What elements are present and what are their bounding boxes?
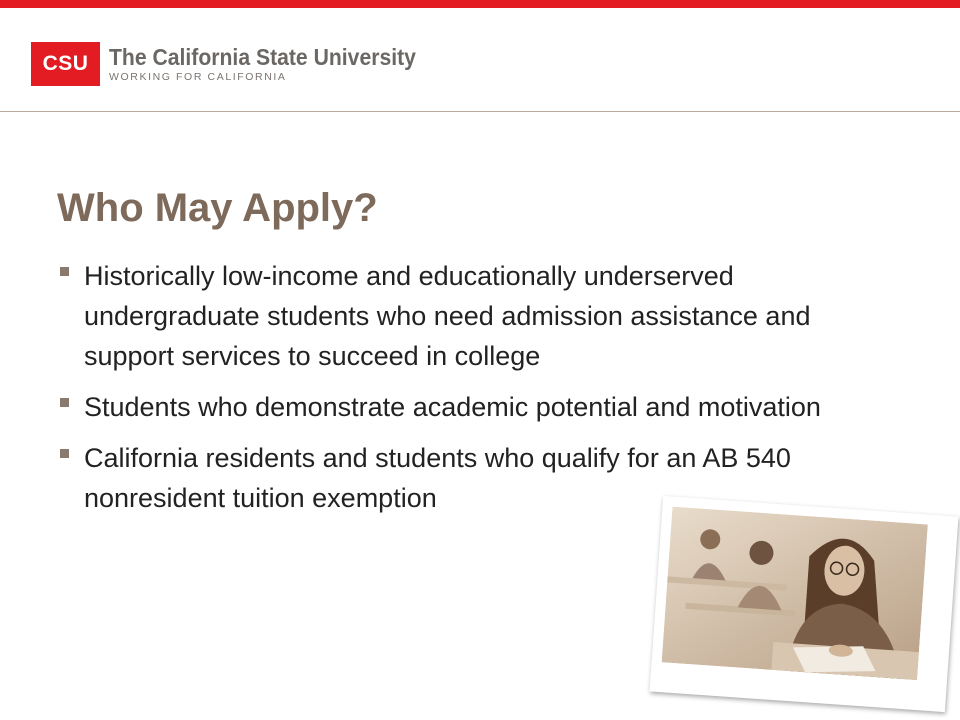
logo-subtitle: WORKING FOR CALIFORNIA: [109, 70, 287, 83]
square-bullet-icon: [60, 267, 69, 276]
square-bullet-icon: [60, 398, 69, 407]
bullet-list: [57, 256, 887, 529]
slide-title: Who May Apply?: [57, 186, 378, 230]
bullet-text: California residents and students who qualify for an AB 540 nonresident tuition exemption: [84, 443, 791, 513]
csu-logo: [31, 41, 443, 87]
top-accent-bar: [0, 0, 960, 8]
csu-logo-mark: CSU: [31, 42, 100, 86]
csu-logo-wordmark: [109, 45, 443, 84]
logo-title: The California State University: [109, 43, 416, 70]
bullet-item: [57, 256, 887, 376]
header-divider: [0, 111, 960, 112]
square-bullet-icon: [60, 449, 69, 458]
students-photo-image: [662, 507, 928, 680]
bullet-text: Historically low-income and educationally underserved undergraduate students who need admission assistance and support services to succeed in college: [84, 261, 811, 371]
bullet-item: [57, 387, 887, 427]
students-photo: [650, 496, 959, 712]
bullet-text: Students who demonstrate academic potential and motivation: [84, 392, 821, 422]
